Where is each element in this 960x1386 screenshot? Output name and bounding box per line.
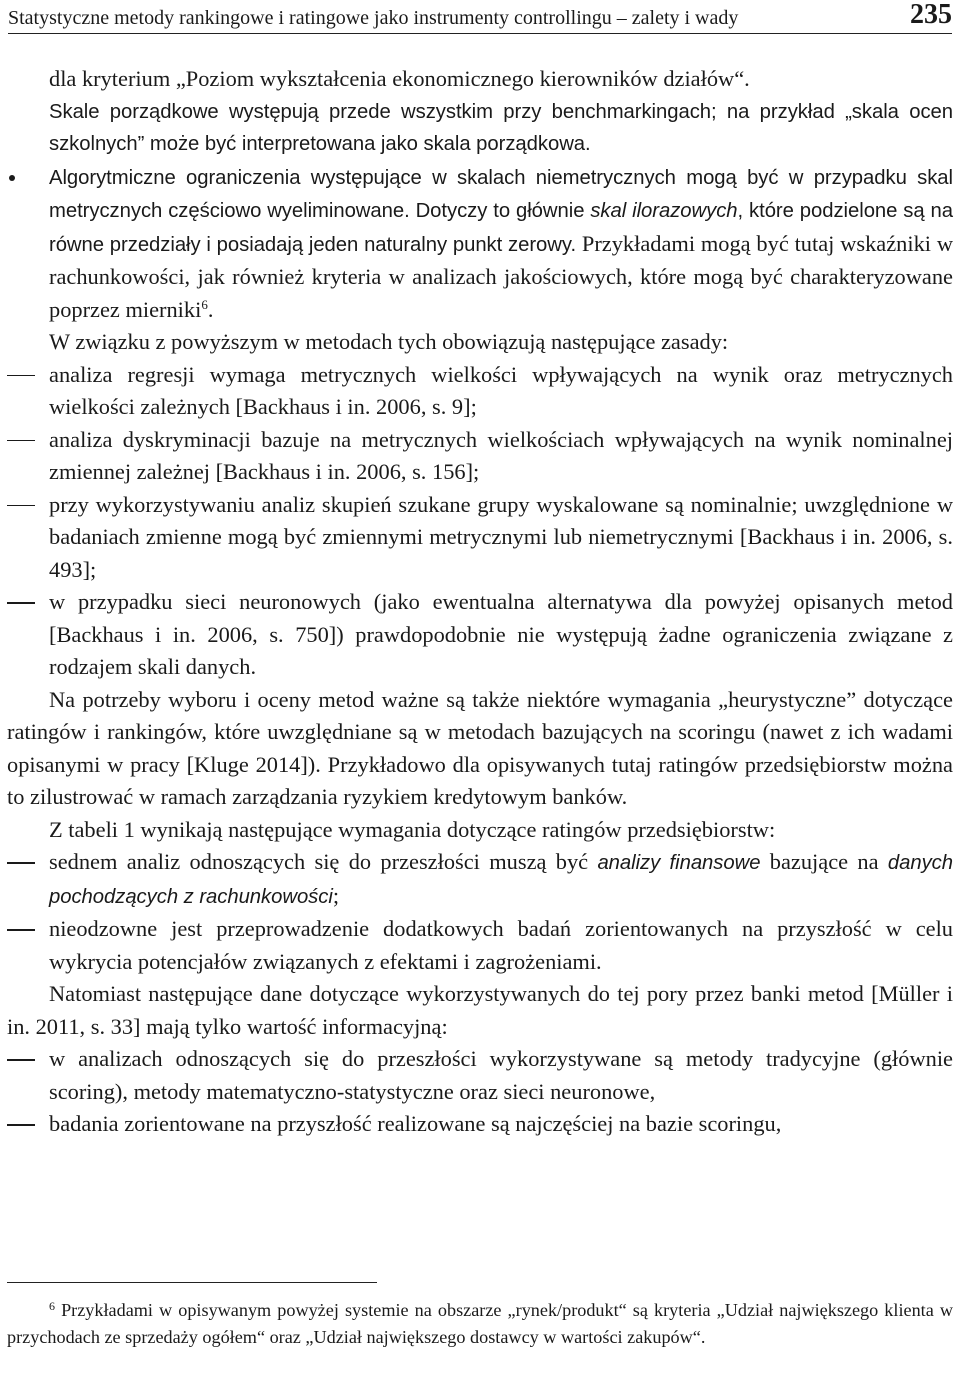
info-text: badania zorientowane na przyszłość realizowane są najczęściej na bazie scoringu, (49, 1111, 782, 1136)
table-requirements-intro: Z tabeli 1 wynikają następujące wymagania dotyczące ratingów przedsiębiorstw: (49, 816, 776, 842)
dash-item-text: w przypadku sieci neuronowych (jako ewentualna alternatywa dla powyżej opisanych metod [Backhaus i in. 2006, s. 750]) prawdopodobnie nie występują żadne ograniczenia związane z rodzajem skali danych. (49, 589, 953, 679)
req-text-c: bazujące na (760, 849, 888, 874)
footnote-text-block (7, 1297, 953, 1351)
heuristic-paragraph: Na potrzeby wyboru i oceny metod ważne są także niektóre wymagania „heurystyczne” dotyczące ratingów i rankingów, które uwzględniane są w metodach bazujących na scoringu (nawet z ich wadami opisanymi w pracy [Kluge 2014]). Przykładowo dla opisywanych tutaj ratingów przedsiębiorstw można to zilustrować w ramach zarządzania ryzykiem kredytowym banków. (7, 686, 953, 809)
paragraph-continuation: dla kryterium „Poziom wykształcenia ekonomicznego kierowników działów“. (49, 66, 750, 91)
dash-item-text: przy wykorzystywaniu analiz skupień szukane grupy wyskalowane są nominalnie; uwzględnione w badaniach zmienne mogą być zmiennymi metrycznymi lub niemetrycznymi [Backhaus i in. 2006, s. 493]; (49, 491, 953, 582)
dash-item (7, 359, 953, 424)
dash-item-text: analiza dyskryminacji bazuje na metrycznych wielkościach wpływających na wynik nominalnej zmiennej zależnej [Backhaus i in. 2006, s. 156]; (49, 426, 953, 484)
dash-item (7, 586, 953, 684)
page-number: 235 (910, 0, 952, 30)
req-text-e: ; (332, 882, 340, 908)
info-item (7, 1108, 953, 1141)
header-title: Statystyczne metody rankingowe i ratingowe jako instrumenty controllingu – zalety i wady (8, 7, 739, 29)
dash-item (7, 489, 953, 587)
bullet-text-a: Algorytmiczne ograniczenia występujące w skalach niemetrycznych mogą być w przypadku skal metrycznych częściowo wyeliminowane. Dotyczy to głównie (49, 166, 953, 222)
info-item (7, 1043, 953, 1108)
rules-intro: W związku z powyższym w metodach tych obowiązują następujące zasady: (49, 329, 729, 354)
ordinal-scale-paragraph: Skale porządkowe występują przede wszystkim przy benchmarkingach; na przykład „skala ocen szkolnych” może być interpretowana jako skala porządkowa. (49, 100, 953, 155)
footnote-ref: 6 (201, 296, 208, 312)
main-text (7, 63, 953, 1141)
req-text-a: sednem analiz odnoszących się do przeszłości muszą być (49, 849, 598, 874)
footnote-text: Przykładami w opisywanym powyżej systemie na obszarze „rynek/produkt“ są kryteria „Udział największego klienta w przychodach ze sprzedaży ogółem“ oraz „Udział największego dostawcy w wartości zakupów“. (7, 1300, 953, 1347)
dash-item (7, 424, 953, 489)
bullet-item (7, 161, 953, 327)
bullet-text-italic: skal ilorazowych (590, 200, 738, 222)
requirement-item (7, 846, 953, 913)
info-text: w analizach odnoszących się do przeszłości wykorzystywane są metody tradycyjne (głównie scoring), metody matematyczno-statystyczne oraz sieci neuronowe, (49, 1046, 953, 1104)
dash-item-text: analiza regresji wymaga metrycznych wielkości wpływających na wynik oraz metrycznych wielkości zależnych [Backhaus i in. 2006, s. 9]; (49, 361, 953, 419)
footnote-mark: 6 (49, 1299, 55, 1313)
bullet-text-end: . (207, 296, 214, 322)
footnote (7, 1297, 953, 1351)
footnote-separator (7, 1282, 377, 1283)
req-text: nieodzowne jest przeprowadzenie dodatkowych badań zorientowanych na przyszłość w celu wykrycia potencjałów związanych z efektami i zagrożeniami. (49, 916, 953, 974)
running-header (8, 0, 952, 34)
req-text-italic-2: danych pochodzących z rachunkowości (49, 852, 953, 908)
req-text-italic-1: analizy finansowe (597, 852, 761, 874)
bullet-text-c: , które podzielone są na równe przedziały i posiadają jeden naturalny punkt zerowy. (49, 200, 953, 256)
banks-paragraph: Natomiast następujące dane dotyczące wykorzystywanych do tej pory przez banki metod [Müller i in. 2011, s. 33] mają tylko wartość informacyjną: (7, 981, 953, 1039)
bullet-text-d: Przykładami mogą być tutaj wskaźniki w rachunkowości, jak również kryteria w analizach jakościowych, które mogą być charakteryzowane poprzez mierniki (49, 230, 953, 322)
requirement-item (7, 913, 953, 978)
